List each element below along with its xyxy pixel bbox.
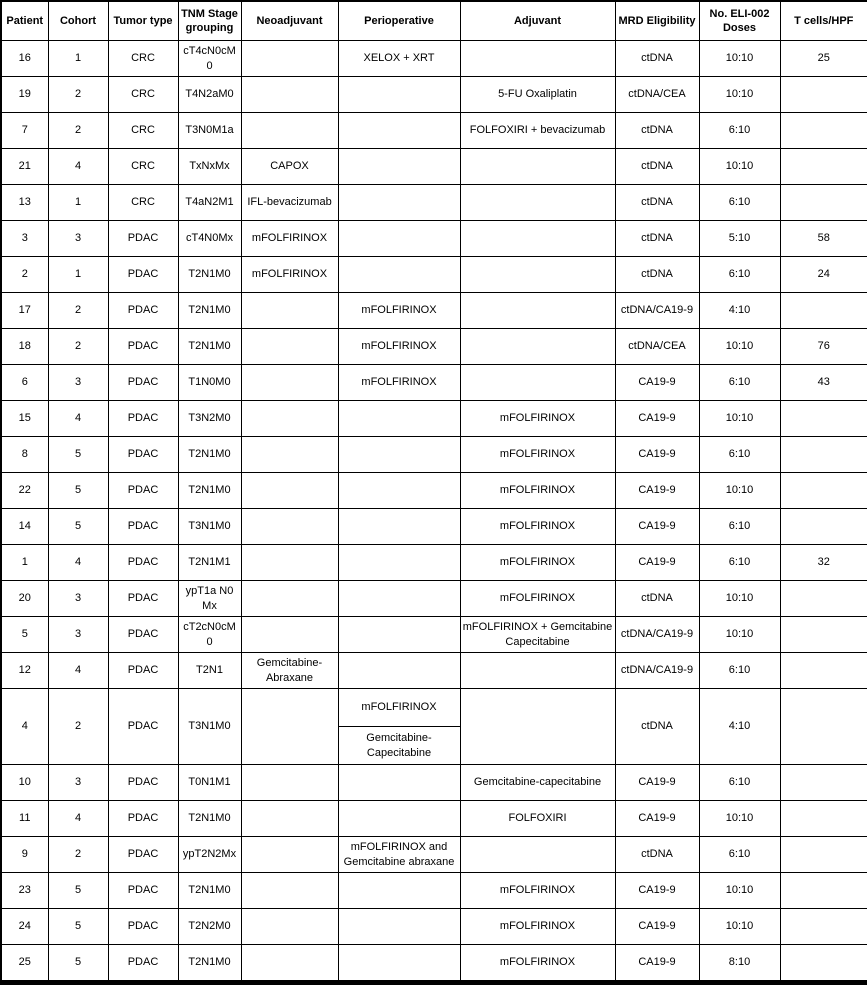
cell-doses: 6:10: [699, 765, 780, 801]
cell-patient: 5: [1, 617, 48, 653]
cell-neoadjuvant: [241, 801, 338, 837]
table-row: [1, 365, 867, 401]
cell-perioperative: [338, 77, 460, 113]
cell-adjuvant: [460, 689, 615, 765]
cell-mrd: ctDNA: [615, 689, 699, 765]
cell-cohort: 3: [48, 581, 108, 617]
cell-tumor_type: PDAC: [108, 689, 178, 765]
cell-patient: 3: [1, 221, 48, 257]
cell-tumor_type: PDAC: [108, 945, 178, 983]
column-header: Cohort: [48, 1, 108, 41]
cell-adjuvant: mFOLFIRINOX: [460, 401, 615, 437]
cell-neoadjuvant: mFOLFIRINOX: [241, 257, 338, 293]
cell-mrd: CA19-9: [615, 545, 699, 581]
cell-cohort: 3: [48, 221, 108, 257]
table-row: [1, 113, 867, 149]
cell-tumor_type: PDAC: [108, 909, 178, 945]
cell-cohort: 1: [48, 185, 108, 221]
cell-doses: 6:10: [699, 545, 780, 581]
cell-neoadjuvant: [241, 77, 338, 113]
cell-patient: 15: [1, 401, 48, 437]
cell-tnm: T2N1M0: [178, 257, 241, 293]
column-header: Adjuvant: [460, 1, 615, 41]
cell-mrd: CA19-9: [615, 873, 699, 909]
cell-neoadjuvant: [241, 509, 338, 545]
cell-doses: 10:10: [699, 77, 780, 113]
column-header: Neoadjuvant: [241, 1, 338, 41]
cell-doses: 10:10: [699, 909, 780, 945]
table-row: [1, 293, 867, 329]
cell-adjuvant: mFOLFIRINOX: [460, 509, 615, 545]
cell-tcells: [780, 617, 867, 653]
cell-doses: 6:10: [699, 653, 780, 689]
cell-perioperative: mFOLFIRINOX: [338, 293, 460, 329]
cell-patient: 16: [1, 41, 48, 77]
cell-mrd: CA19-9: [615, 909, 699, 945]
cell-perioperative: mFOLFIRINOX: [338, 365, 460, 401]
cell-neoadjuvant: [241, 41, 338, 77]
cell-patient: 18: [1, 329, 48, 365]
cell-doses: 10:10: [699, 401, 780, 437]
cell-mrd: ctDNA/CEA: [615, 77, 699, 113]
cell-adjuvant: [460, 41, 615, 77]
table-row: [1, 873, 867, 909]
cell-adjuvant: [460, 221, 615, 257]
cell-adjuvant: FOLFOXIRI: [460, 801, 615, 837]
cell-tnm: cT2cN0cM0: [178, 617, 241, 653]
cell-cohort: 2: [48, 329, 108, 365]
cell-tumor_type: CRC: [108, 77, 178, 113]
cell-adjuvant: mFOLFIRINOX: [460, 437, 615, 473]
cell-cohort: 3: [48, 617, 108, 653]
cell-perioperative: [338, 945, 460, 983]
cell-mrd: CA19-9: [615, 945, 699, 983]
cell-doses: 8:10: [699, 945, 780, 983]
cell-tnm: T0N1M1: [178, 765, 241, 801]
cell-doses: 6:10: [699, 365, 780, 401]
cell-doses: 4:10: [699, 293, 780, 329]
cell-tnm: T2N1M1: [178, 545, 241, 581]
cell-cohort: 4: [48, 545, 108, 581]
column-header: Perioperative: [338, 1, 460, 41]
cell-tcells: [780, 689, 867, 765]
cell-cohort: 5: [48, 909, 108, 945]
cell-tumor_type: CRC: [108, 41, 178, 77]
cell-tnm: T3N2M0: [178, 401, 241, 437]
cell-doses: 10:10: [699, 617, 780, 653]
cell-doses: 10:10: [699, 581, 780, 617]
cell-tcells: [780, 909, 867, 945]
cell-mrd: CA19-9: [615, 437, 699, 473]
cell-cohort: 5: [48, 509, 108, 545]
cell-tnm: T3N1M0: [178, 689, 241, 765]
cell-tcells: [780, 581, 867, 617]
cell-perioperative: mFOLFIRINOX: [338, 329, 460, 365]
cell-tcells: [780, 149, 867, 185]
cell-perioperative-part: Gemcitabine-Capecitabine: [339, 726, 460, 764]
cell-mrd: ctDNA: [615, 257, 699, 293]
cell-tcells: 43: [780, 365, 867, 401]
column-header: No. ELI-002 Doses: [699, 1, 780, 41]
cell-patient: 7: [1, 113, 48, 149]
cell-doses: 10:10: [699, 801, 780, 837]
cell-doses: 6:10: [699, 509, 780, 545]
cell-tumor_type: PDAC: [108, 617, 178, 653]
cell-patient: 8: [1, 437, 48, 473]
cell-tumor_type: PDAC: [108, 581, 178, 617]
cell-tnm: T2N1M0: [178, 473, 241, 509]
cell-mrd: ctDNA: [615, 185, 699, 221]
cell-doses: 10:10: [699, 873, 780, 909]
cell-perioperative-part: mFOLFIRINOX: [361, 701, 437, 714]
cell-patient: 22: [1, 473, 48, 509]
table-row: [1, 545, 867, 581]
column-header: T cells/HPF: [780, 1, 867, 41]
cell-neoadjuvant: [241, 945, 338, 983]
cell-perioperative: [338, 113, 460, 149]
cell-neoadjuvant: IFL-bevacizumab: [241, 185, 338, 221]
cell-doses: 5:10: [699, 221, 780, 257]
column-header: Tumor type: [108, 1, 178, 41]
cell-patient: 2: [1, 257, 48, 293]
cell-mrd: CA19-9: [615, 473, 699, 509]
table-body: [1, 41, 867, 983]
cell-patient: 17: [1, 293, 48, 329]
table-row: [1, 77, 867, 113]
cell-tumor_type: PDAC: [108, 221, 178, 257]
cell-cohort: 5: [48, 945, 108, 983]
table-row: [1, 689, 867, 765]
cell-cohort: 2: [48, 113, 108, 149]
cell-perioperative: [338, 257, 460, 293]
cell-patient: 1: [1, 545, 48, 581]
cell-perioperative: [338, 473, 460, 509]
cell-neoadjuvant: [241, 293, 338, 329]
cell-doses: 4:10: [699, 689, 780, 765]
cell-tumor_type: PDAC: [108, 401, 178, 437]
table-row: [1, 185, 867, 221]
cell-adjuvant: FOLFOXIRI + bevacizumab: [460, 113, 615, 149]
cell-patient: 20: [1, 581, 48, 617]
cell-perioperative: [338, 873, 460, 909]
cell-cohort: 2: [48, 689, 108, 765]
cell-tcells: [780, 77, 867, 113]
table-row: [1, 945, 867, 983]
cell-patient: 11: [1, 801, 48, 837]
cell-mrd: ctDNA/CA19-9: [615, 617, 699, 653]
cell-cohort: 2: [48, 77, 108, 113]
cell-tcells: 58: [780, 221, 867, 257]
cell-tcells: [780, 113, 867, 149]
cell-neoadjuvant: [241, 873, 338, 909]
cell-cohort: 1: [48, 257, 108, 293]
cell-mrd: CA19-9: [615, 765, 699, 801]
cell-tcells: [780, 765, 867, 801]
cell-patient: 23: [1, 873, 48, 909]
cell-doses: 6:10: [699, 113, 780, 149]
cell-adjuvant: [460, 185, 615, 221]
cell-adjuvant: [460, 329, 615, 365]
cell-doses: 6:10: [699, 185, 780, 221]
cell-cohort: 4: [48, 801, 108, 837]
cell-cohort: 4: [48, 653, 108, 689]
cell-cohort: 5: [48, 437, 108, 473]
cell-neoadjuvant: [241, 909, 338, 945]
cell-neoadjuvant: [241, 437, 338, 473]
cell-perioperative: [338, 437, 460, 473]
cell-perioperative: [338, 221, 460, 257]
cell-neoadjuvant: [241, 401, 338, 437]
cell-mrd: ctDNA/CA19-9: [615, 653, 699, 689]
cell-adjuvant: mFOLFIRINOX: [460, 909, 615, 945]
cell-neoadjuvant: [241, 689, 338, 765]
cell-tcells: [780, 293, 867, 329]
column-header: Patient: [1, 1, 48, 41]
cell-doses: 10:10: [699, 149, 780, 185]
cell-perioperative: [338, 401, 460, 437]
cell-tnm: T4aN2M1: [178, 185, 241, 221]
cell-mrd: ctDNA: [615, 837, 699, 873]
cell-perioperative: [338, 545, 460, 581]
cell-mrd: ctDNA: [615, 149, 699, 185]
cell-tumor_type: PDAC: [108, 765, 178, 801]
cell-tumor_type: PDAC: [108, 365, 178, 401]
cell-cohort: 3: [48, 765, 108, 801]
cell-tcells: [780, 801, 867, 837]
cell-tcells: 24: [780, 257, 867, 293]
cell-cohort: 3: [48, 365, 108, 401]
table-row: [1, 329, 867, 365]
cell-tnm: TxNxMx: [178, 149, 241, 185]
cell-mrd: ctDNA: [615, 113, 699, 149]
cell-tnm: T2N1M0: [178, 873, 241, 909]
cell-patient: 10: [1, 765, 48, 801]
cell-perioperative: [338, 689, 460, 765]
cell-tcells: 25: [780, 41, 867, 77]
cell-adjuvant: [460, 149, 615, 185]
cell-mrd: CA19-9: [615, 801, 699, 837]
cell-adjuvant: [460, 365, 615, 401]
cell-doses: 6:10: [699, 837, 780, 873]
cell-neoadjuvant: [241, 765, 338, 801]
cell-tnm: ypT1a N0 Mx: [178, 581, 241, 617]
cell-tcells: [780, 653, 867, 689]
cell-tumor_type: PDAC: [108, 509, 178, 545]
cell-neoadjuvant: [241, 837, 338, 873]
cell-patient: 25: [1, 945, 48, 983]
cell-tcells: 76: [780, 329, 867, 365]
cell-tcells: [780, 945, 867, 983]
cell-adjuvant: [460, 837, 615, 873]
table-row: [1, 221, 867, 257]
table-row: [1, 653, 867, 689]
cell-perioperative: [338, 765, 460, 801]
table-row: [1, 909, 867, 945]
table-row: [1, 509, 867, 545]
cell-neoadjuvant: mFOLFIRINOX: [241, 221, 338, 257]
cell-mrd: ctDNA/CA19-9: [615, 293, 699, 329]
cell-tumor_type: PDAC: [108, 873, 178, 909]
cell-tnm: T2N2M0: [178, 909, 241, 945]
column-header: MRD Eligibility: [615, 1, 699, 41]
cell-adjuvant: mFOLFIRINOX: [460, 545, 615, 581]
cell-mrd: ctDNA: [615, 581, 699, 617]
table-row: [1, 41, 867, 77]
cell-neoadjuvant: CAPOX: [241, 149, 338, 185]
cell-patient: 19: [1, 77, 48, 113]
cell-adjuvant: 5-FU Oxaliplatin: [460, 77, 615, 113]
cell-doses: 10:10: [699, 473, 780, 509]
cell-patient: 21: [1, 149, 48, 185]
cell-tcells: [780, 837, 867, 873]
cell-adjuvant: [460, 257, 615, 293]
cell-tnm: T2N1M0: [178, 293, 241, 329]
cell-perioperative: [338, 149, 460, 185]
cell-tnm: T2N1M0: [178, 801, 241, 837]
cell-neoadjuvant: [241, 581, 338, 617]
cell-mrd: CA19-9: [615, 509, 699, 545]
cell-adjuvant: Gemcitabine-capecitabine: [460, 765, 615, 801]
cell-tnm: ypT2N2Mx: [178, 837, 241, 873]
cell-adjuvant: mFOLFIRINOX: [460, 945, 615, 983]
cell-perioperative: [338, 653, 460, 689]
cell-tumor_type: PDAC: [108, 837, 178, 873]
cell-patient: 4: [1, 689, 48, 765]
cell-cohort: 4: [48, 149, 108, 185]
cell-tcells: [780, 401, 867, 437]
cell-neoadjuvant: [241, 113, 338, 149]
cell-tnm: T2N1: [178, 653, 241, 689]
cell-adjuvant: mFOLFIRINOX: [460, 473, 615, 509]
cell-tumor_type: PDAC: [108, 801, 178, 837]
cell-tcells: [780, 509, 867, 545]
cell-tumor_type: PDAC: [108, 545, 178, 581]
cell-tnm: T2N1M0: [178, 945, 241, 983]
cell-patient: 6: [1, 365, 48, 401]
table-row: [1, 149, 867, 185]
cell-tumor_type: PDAC: [108, 473, 178, 509]
cell-neoadjuvant: [241, 329, 338, 365]
cell-mrd: ctDNA/CEA: [615, 329, 699, 365]
cell-tumor_type: PDAC: [108, 293, 178, 329]
table-row: [1, 801, 867, 837]
cell-mrd: CA19-9: [615, 365, 699, 401]
cell-perioperative: XELOX + XRT: [338, 41, 460, 77]
cell-doses: 6:10: [699, 437, 780, 473]
cell-doses: 10:10: [699, 41, 780, 77]
table-row: [1, 257, 867, 293]
cell-cohort: 5: [48, 473, 108, 509]
cell-tcells: [780, 873, 867, 909]
cell-neoadjuvant: [241, 545, 338, 581]
cell-tcells: [780, 185, 867, 221]
cell-cohort: 4: [48, 401, 108, 437]
cell-perioperative: [338, 617, 460, 653]
table-row: [1, 617, 867, 653]
cell-tcells: [780, 473, 867, 509]
cell-cohort: 5: [48, 873, 108, 909]
cell-adjuvant: [460, 653, 615, 689]
cell-cohort: 2: [48, 837, 108, 873]
cell-adjuvant: mFOLFIRINOX: [460, 873, 615, 909]
cell-patient: 9: [1, 837, 48, 873]
table-row: [1, 437, 867, 473]
cell-perioperative: mFOLFIRINOX and Gemcitabine abraxane: [338, 837, 460, 873]
cell-mrd: ctDNA: [615, 221, 699, 257]
cell-tnm: T3N1M0: [178, 509, 241, 545]
cell-patient: 12: [1, 653, 48, 689]
header-row: [1, 1, 867, 41]
cell-perioperative: [338, 581, 460, 617]
table-row: [1, 473, 867, 509]
cell-tnm: T3N0M1a: [178, 113, 241, 149]
cell-tnm: cT4N0Mx: [178, 221, 241, 257]
cell-tumor_type: PDAC: [108, 257, 178, 293]
cell-perioperative: [338, 801, 460, 837]
cell-mrd: CA19-9: [615, 401, 699, 437]
cell-perioperative: [338, 509, 460, 545]
column-header: TNM Stage grouping: [178, 1, 241, 41]
cell-mrd: ctDNA: [615, 41, 699, 77]
cell-tumor_type: CRC: [108, 185, 178, 221]
cell-cohort: 2: [48, 293, 108, 329]
cell-adjuvant: mFOLFIRINOX: [460, 581, 615, 617]
cell-tumor_type: PDAC: [108, 437, 178, 473]
cell-tnm: T4N2aM0: [178, 77, 241, 113]
cell-doses: 10:10: [699, 329, 780, 365]
cell-tumor_type: CRC: [108, 113, 178, 149]
cell-tnm: T2N1M0: [178, 437, 241, 473]
cell-tumor_type: CRC: [108, 149, 178, 185]
cell-perioperative: [338, 185, 460, 221]
cell-patient: 24: [1, 909, 48, 945]
cell-tcells: [780, 437, 867, 473]
table-row: [1, 837, 867, 873]
cell-adjuvant: [460, 293, 615, 329]
cell-neoadjuvant: [241, 617, 338, 653]
cell-tumor_type: PDAC: [108, 653, 178, 689]
cell-neoadjuvant: [241, 473, 338, 509]
cell-tnm: T1N0M0: [178, 365, 241, 401]
cell-tumor_type: PDAC: [108, 329, 178, 365]
cell-adjuvant: mFOLFIRINOX + Gemcitabine Capecitabine: [460, 617, 615, 653]
cell-perioperative: [338, 909, 460, 945]
cell-patient: 14: [1, 509, 48, 545]
cell-tcells: 32: [780, 545, 867, 581]
table-row: [1, 401, 867, 437]
cell-cohort: 1: [48, 41, 108, 77]
cell-tnm: T2N1M0: [178, 329, 241, 365]
cell-doses: 6:10: [699, 257, 780, 293]
cell-tnm: cT4cN0cM0: [178, 41, 241, 77]
table-row: [1, 765, 867, 801]
cell-neoadjuvant: Gemcitabine-Abraxane: [241, 653, 338, 689]
cell-patient: 13: [1, 185, 48, 221]
table-row: [1, 581, 867, 617]
cell-neoadjuvant: [241, 365, 338, 401]
